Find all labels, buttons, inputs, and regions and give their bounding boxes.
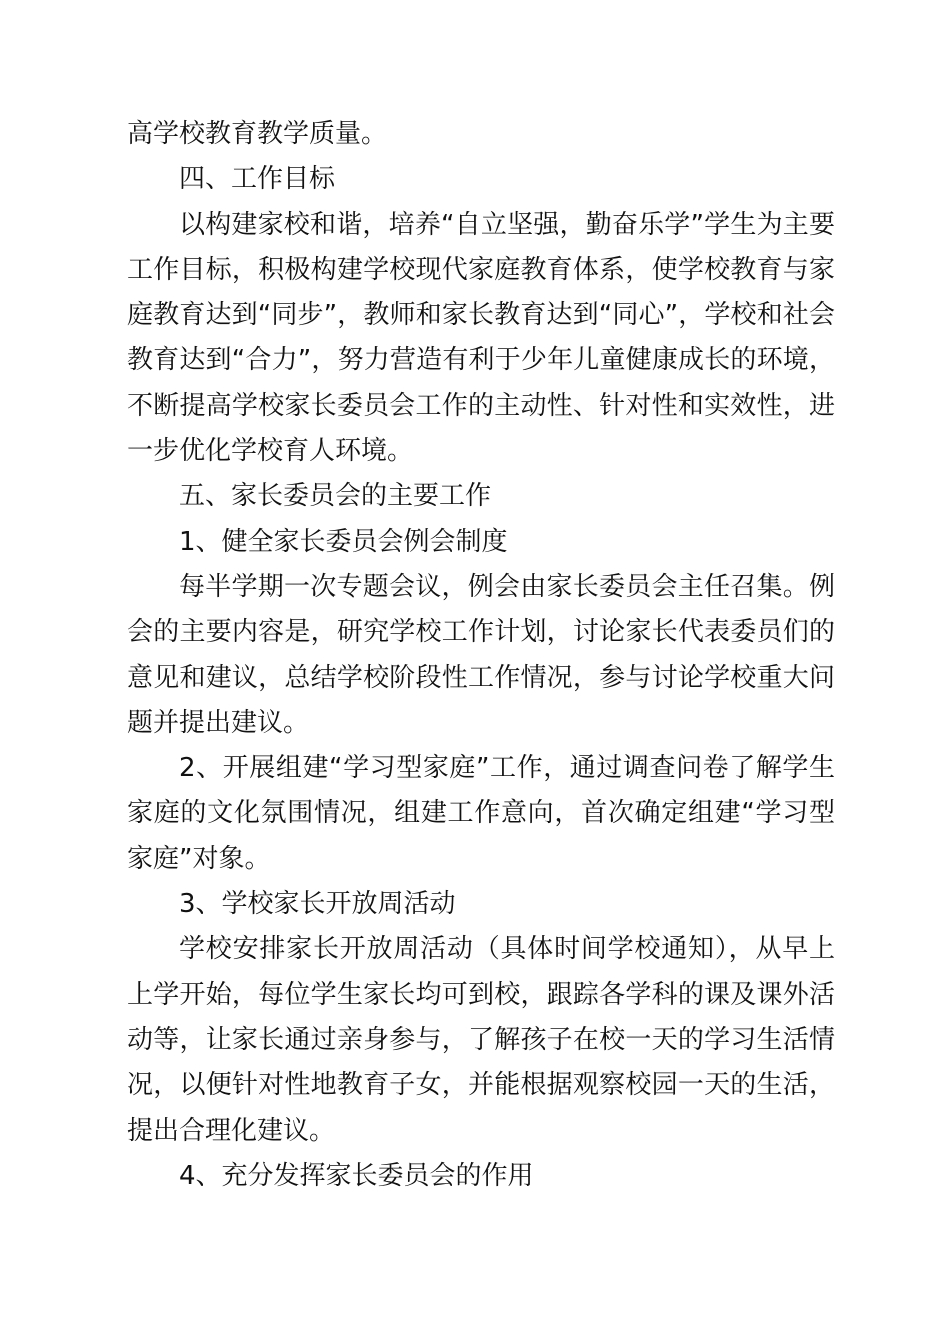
subheading-meeting-system: 1、健全家长委员会例会制度 <box>179 526 508 557</box>
subheading-committee-role: 4、充分发挥家长委员会的作用 <box>179 1160 534 1191</box>
paragraph-goals: 以构建家校和谐，培养“自立坚强，勤奋乐学”学生为主要工作目标，积极构建学校现代家庭教育体系，使学校教育与家庭教育达到“同步”，教师和家长教育达到“同心”，学校和社会教育达到“合力”，努力营造有利于少年儿童健康成长的环境，不断提高学校家长委员会工作的主动性、针对性和实效性，进一步优化学校育人环境。 <box>127 209 835 467</box>
paragraph-meeting-system: 每半学期一次专题会议，例会由家长委员会主任召集。例会的主要内容是，研究学校工作计划，讨论家长代表委员们的意见和建议，总结学校阶段性工作情况，参与讨论学校重大问题并提出建议。 <box>127 571 835 738</box>
paragraph-learning-family: 2、开展组建“学习型家庭”工作，通过调查问卷了解学生家庭的文化氛围情况，组建工作意向，首次确定组建“学习型家庭”对象。 <box>127 753 835 874</box>
section-heading-goals: 四、工作目标 <box>179 164 336 195</box>
paragraph-continued: 高学校教育教学质量。 <box>127 119 388 149</box>
document-body <box>127 112 835 1199</box>
section-heading-main-work: 五、家长委员会的主要工作 <box>179 481 492 512</box>
paragraph-open-week: 学校安排家长开放周活动（具体时间学校通知），从早上上学开始，每位学生家长均可到校，跟踪各学科的课及课外活动等，让家长通过亲身参与，了解孩子在校一天的学习生活情况，以便针对性地教育子女，并能根据观察校园一天的生活，提出合理化建议。 <box>127 934 835 1146</box>
subheading-open-week: 3、学校家长开放周活动 <box>179 889 456 920</box>
